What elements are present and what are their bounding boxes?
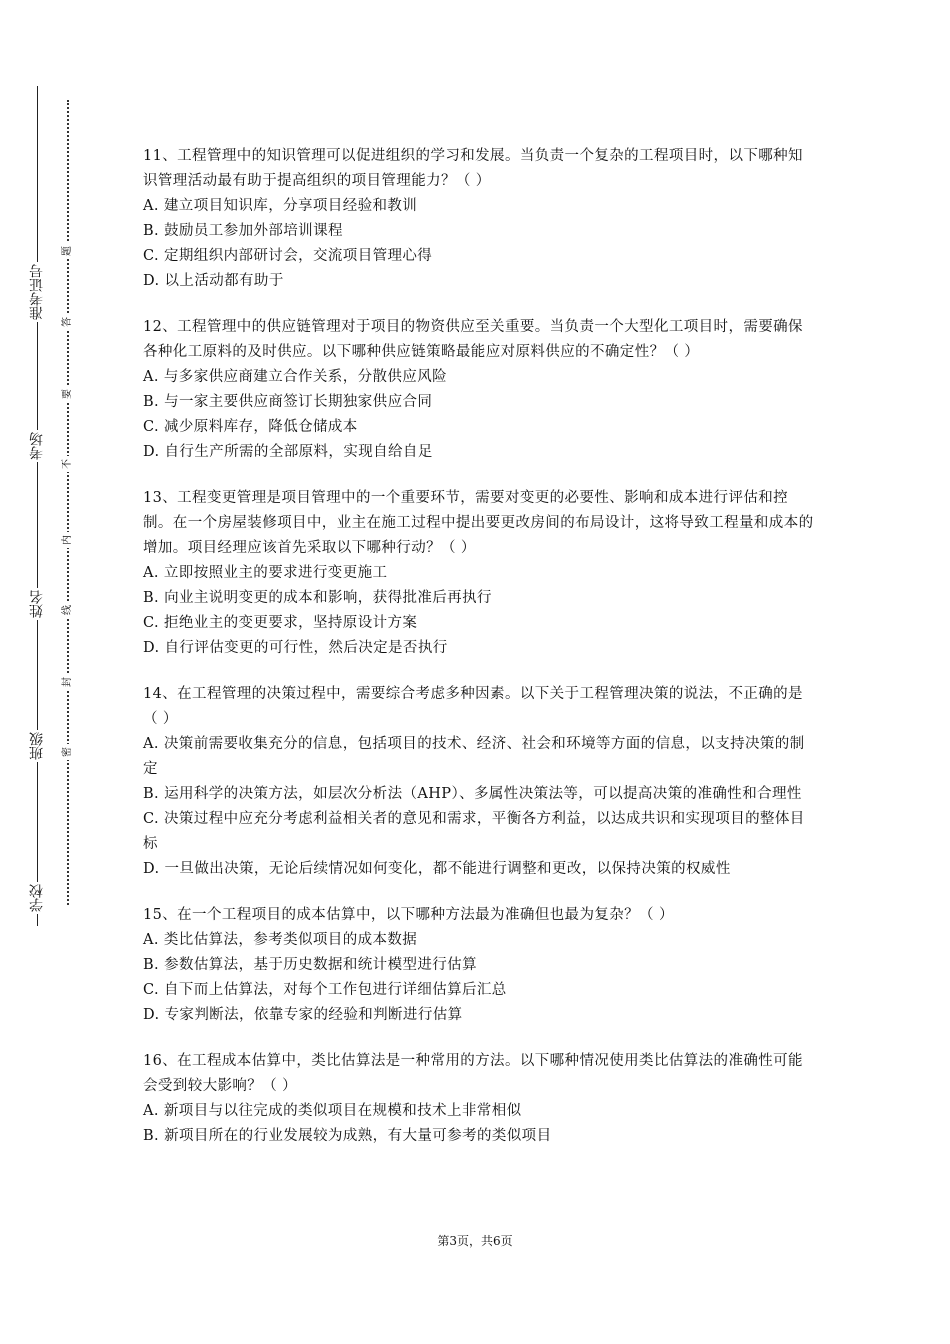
option-b: B. 与一家主要供应商签订长期独家供应合同 xyxy=(143,394,433,410)
question-stem: 12、工程管理中的供应链管理对于项目的物资供应至关重要。当负责一个大型化工项目时，需要确保各种化工原料的及时供应。以下哪种供应链策略最能应对原料供应的不确定性？（ ） xyxy=(143,319,803,360)
seal-char: 内 xyxy=(62,532,74,548)
option-a: A. 与多家供应商建立合作关系，分散供应风险 xyxy=(143,369,447,385)
question-stem: 13、工程变更管理是项目管理中的一个重要环节，需要对变更的必要性、影响和成本进行评估和控制。在一个房屋装修项目中，业主在施工过程中提出要更改房间的布局设计，这将导致工程量和成本的增加。项目经理应该首先采取以下哪种行动？（ ） xyxy=(143,490,814,556)
option-c: C. 拒绝业主的变更要求，坚持原设计方案 xyxy=(143,615,418,631)
question-stem: 14、在工程管理的决策过程中，需要综合考虑多种因素。以下关于工程管理决策的说法，不正确的是（ ） xyxy=(143,686,803,727)
margin-dotted-line xyxy=(67,100,69,905)
page-footer: 第3页，共6页 xyxy=(437,1234,513,1248)
option-c: C. 减少原料库存，降低仓储成本 xyxy=(143,419,358,435)
question-list xyxy=(143,144,815,1170)
option-d: D. 专家判断法，依靠专家的经验和判断进行估算 xyxy=(143,1007,463,1023)
option-a: A. 立即按照业主的要求进行变更施工 xyxy=(143,565,388,581)
option-d: D. 自行评估变更的可行性，然后决定是否执行 xyxy=(143,640,448,656)
option-b: B. 鼓励员工参加外部培训课程 xyxy=(143,223,343,239)
field-class-label: 班级 xyxy=(26,730,48,762)
field-admission-no-label: 准考证号 xyxy=(26,262,48,322)
option-d: D. 以上活动都有助于 xyxy=(143,273,284,289)
seal-char: 不 xyxy=(62,456,74,472)
question-stem: 11、工程管理中的知识管理可以促进组织的学习和发展。当负责一个复杂的工程项目时，以下哪种知识管理活动最有助于提高组织的项目管理能力？（ ） xyxy=(143,148,803,189)
question-12 xyxy=(143,315,815,465)
option-b: B. 新项目所在的行业发展较为成熟，有大量可参考的类似项目 xyxy=(143,1128,552,1144)
seal-char: 答 xyxy=(62,314,74,330)
question-14 xyxy=(143,682,815,882)
option-b: B. 运用科学的决策方法，如层次分析法（AHP）、多属性决策法等，可以提高决策的准确性和合理性 xyxy=(143,786,802,802)
question-16 xyxy=(143,1049,815,1149)
seal-char: 线 xyxy=(62,602,74,618)
option-a: A. 新项目与以往完成的类似项目在规模和技术上非常相似 xyxy=(143,1103,522,1119)
question-13 xyxy=(143,486,815,661)
margin-solid-line xyxy=(37,86,38,926)
question-11 xyxy=(143,144,815,294)
option-b: B. 向业主说明变更的成本和影响，获得批准后再执行 xyxy=(143,590,492,606)
field-name-label: 姓名 xyxy=(26,588,48,620)
seal-char: 密 xyxy=(62,744,74,760)
question-stem: 15、在一个工程项目的成本估算中，以下哪种方法最为准确但也最为复杂？（ ） xyxy=(143,907,674,923)
option-a: A. 决策前需要收集充分的信息，包括项目的技术、经济、社会和环境等方面的信息，以支持决策的制定 xyxy=(143,736,805,777)
seal-char: 要 xyxy=(62,386,74,402)
seal-char: 封 xyxy=(62,674,74,690)
option-a: A. 类比估算法，参考类似项目的成本数据 xyxy=(143,932,418,948)
question-15 xyxy=(143,903,815,1028)
option-d: D. 自行生产所需的全部原料，实现自给自足 xyxy=(143,444,433,460)
field-exam-room-label: 考场 xyxy=(26,430,48,462)
option-a: A. 建立项目知识库，分享项目经验和教训 xyxy=(143,198,418,214)
option-d: D. 一旦做出决策，无论后续情况如何变化，都不能进行调整和更改，以保持决策的权威性 xyxy=(143,861,731,877)
option-c: C. 定期组织内部研讨会，交流项目管理心得 xyxy=(143,248,433,264)
seal-char: 题 xyxy=(62,243,74,259)
option-b: B. 参数估算法，基于历史数据和统计模型进行估算 xyxy=(143,957,477,973)
option-c: C. 自下而上估算法，对每个工作包进行详细估算后汇总 xyxy=(143,982,507,998)
field-school-label: 学校 xyxy=(26,882,48,914)
question-stem: 16、在工程成本估算中，类比估算法是一种常用的方法。以下哪种情况使用类比估算法的准确性可能会受到较大影响？（ ） xyxy=(143,1053,803,1094)
option-c: C. 决策过程中应充分考虑利益相关者的意见和需求，平衡各方利益，以达成共识和实现项目的整体目标 xyxy=(143,811,805,852)
